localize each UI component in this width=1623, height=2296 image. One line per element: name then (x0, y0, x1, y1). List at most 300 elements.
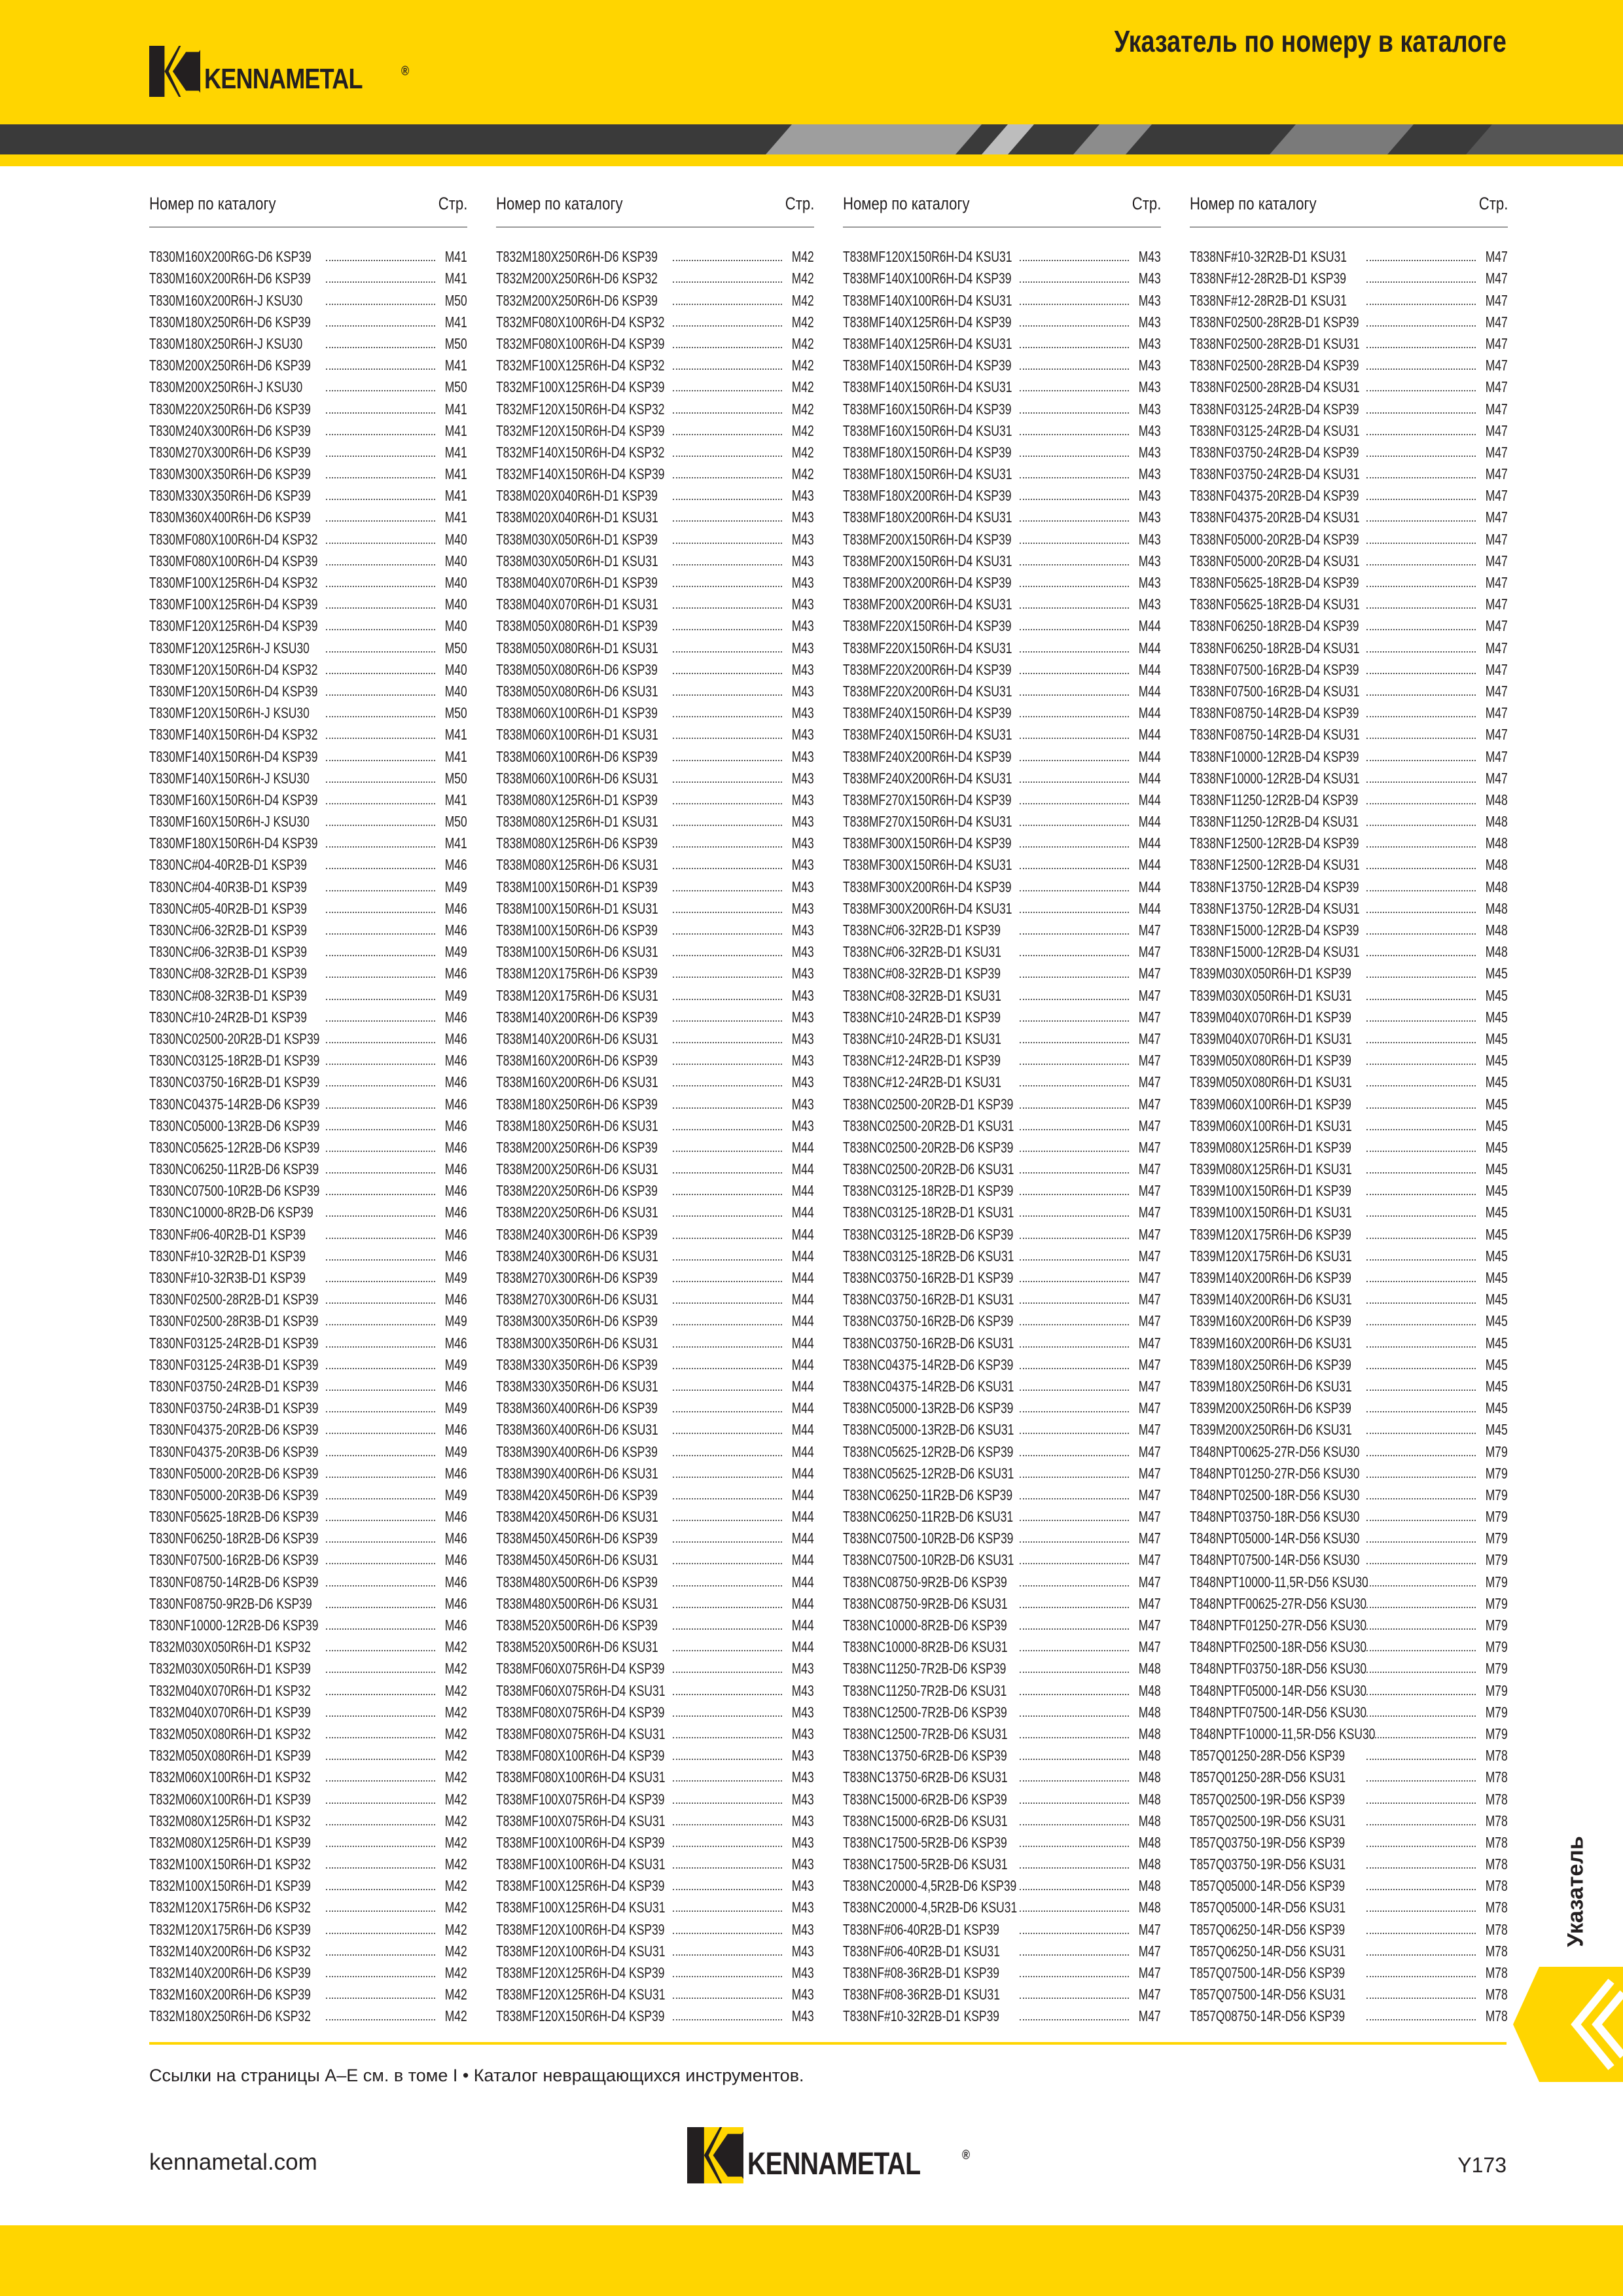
page-reference[interactable]: M47 (1138, 1247, 1161, 1265)
page-reference[interactable]: M78 (1485, 1964, 1508, 1981)
page-reference[interactable]: M43 (791, 487, 814, 505)
page-reference[interactable]: M42 (791, 422, 814, 439)
page-reference[interactable]: M47 (1138, 1421, 1161, 1439)
page-reference[interactable]: M49 (444, 1443, 467, 1460)
page-reference[interactable]: M50 (444, 291, 467, 309)
page-reference[interactable]: M44 (1138, 726, 1161, 744)
page-reference[interactable]: M43 (1138, 552, 1161, 569)
page-reference[interactable]: M45 (1485, 1225, 1508, 1243)
page-reference[interactable]: M44 (1138, 899, 1161, 917)
page-reference[interactable]: M79 (1485, 1594, 1508, 1612)
page-reference[interactable]: M43 (791, 704, 814, 722)
page-reference[interactable]: M47 (1485, 357, 1508, 374)
page-reference[interactable]: M44 (791, 1508, 814, 1526)
page-reference[interactable]: M47 (1485, 487, 1508, 505)
page-reference[interactable]: M43 (1138, 574, 1161, 591)
page-reference[interactable]: M48 (1138, 1747, 1161, 1765)
page-reference[interactable]: M44 (791, 1247, 814, 1265)
page-reference[interactable]: M43 (791, 1768, 814, 1786)
page-reference[interactable]: M48 (1485, 856, 1508, 874)
page-reference[interactable]: M46 (444, 1138, 467, 1156)
page-reference[interactable]: M44 (791, 1551, 814, 1569)
page-reference[interactable]: M47 (1485, 726, 1508, 744)
page-reference[interactable]: M47 (1485, 660, 1508, 678)
page-reference[interactable]: M46 (444, 1160, 467, 1178)
page-reference[interactable]: M44 (1138, 856, 1161, 874)
page-reference[interactable]: M40 (444, 552, 467, 569)
page-reference[interactable]: M48 (1485, 922, 1508, 939)
page-reference[interactable]: M48 (1138, 1790, 1161, 1808)
page-reference[interactable]: M50 (444, 378, 467, 396)
page-reference[interactable]: M47 (1485, 509, 1508, 526)
page-reference[interactable]: M42 (444, 2007, 467, 2025)
page-reference[interactable]: M47 (1138, 1942, 1161, 1960)
page-reference[interactable]: M42 (444, 1812, 467, 1829)
page-reference[interactable]: M46 (444, 1530, 467, 1547)
page-reference[interactable]: M49 (444, 1355, 467, 1373)
page-reference[interactable]: M78 (1485, 1856, 1508, 1873)
page-reference[interactable]: M44 (1138, 682, 1161, 700)
page-reference[interactable]: M42 (791, 270, 814, 287)
page-reference[interactable]: M79 (1485, 1443, 1508, 1460)
page-reference[interactable]: M46 (444, 1377, 467, 1395)
page-reference[interactable]: M48 (1485, 943, 1508, 961)
page-reference[interactable]: M43 (791, 1833, 814, 1851)
page-reference[interactable]: M42 (791, 334, 814, 352)
page-reference[interactable]: M48 (1485, 813, 1508, 831)
page-reference[interactable]: M41 (444, 313, 467, 331)
page-reference[interactable]: M42 (444, 1856, 467, 1873)
page-reference[interactable]: M44 (791, 1421, 814, 1439)
page-reference[interactable]: M44 (791, 1594, 814, 1612)
page-reference[interactable]: M48 (1138, 1833, 1161, 1851)
page-reference[interactable]: M47 (1485, 639, 1508, 656)
page-reference[interactable]: M46 (444, 1204, 467, 1221)
page-reference[interactable]: M43 (1138, 596, 1161, 613)
page-reference[interactable]: M42 (444, 1790, 467, 1808)
page-reference[interactable]: M49 (444, 1486, 467, 1503)
page-reference[interactable]: M44 (791, 1160, 814, 1178)
page-reference[interactable]: M46 (444, 965, 467, 982)
page-reference[interactable]: M47 (1138, 1464, 1161, 1482)
page-reference[interactable]: M43 (791, 682, 814, 700)
page-reference[interactable]: M47 (1138, 1530, 1161, 1547)
page-reference[interactable]: M42 (791, 291, 814, 309)
page-reference[interactable]: M47 (1138, 1986, 1161, 2003)
page-reference[interactable]: M42 (791, 357, 814, 374)
page-reference[interactable]: M47 (1138, 1334, 1161, 1352)
page-reference[interactable]: M47 (1138, 1138, 1161, 1156)
page-reference[interactable]: M43 (1138, 270, 1161, 287)
page-reference[interactable]: M41 (444, 726, 467, 744)
page-reference[interactable]: M46 (444, 1095, 467, 1113)
page-reference[interactable]: M78 (1485, 1833, 1508, 1851)
page-reference[interactable]: M79 (1485, 1486, 1508, 1503)
page-reference[interactable]: M47 (1485, 313, 1508, 331)
page-reference[interactable]: M46 (444, 1052, 467, 1069)
page-reference[interactable]: M42 (791, 465, 814, 483)
page-reference[interactable]: M43 (791, 1856, 814, 1873)
page-reference[interactable]: M47 (1485, 596, 1508, 613)
page-reference[interactable]: M42 (444, 1920, 467, 1938)
page-reference[interactable]: M42 (444, 1681, 467, 1699)
page-reference[interactable]: M43 (791, 1790, 814, 1808)
page-reference[interactable]: M43 (791, 965, 814, 982)
page-reference[interactable]: M47 (1485, 291, 1508, 309)
page-reference[interactable]: M44 (791, 1443, 814, 1460)
page-reference[interactable]: M45 (1485, 1355, 1508, 1373)
page-reference[interactable]: M45 (1485, 1204, 1508, 1221)
page-reference[interactable]: M46 (444, 1573, 467, 1590)
page-reference[interactable]: M47 (1138, 1920, 1161, 1938)
page-reference[interactable]: M45 (1485, 986, 1508, 1004)
page-reference[interactable]: M50 (444, 769, 467, 787)
page-reference[interactable]: M47 (1138, 1008, 1161, 1026)
page-reference[interactable]: M46 (444, 1008, 467, 1026)
page-reference[interactable]: M42 (444, 1899, 467, 1916)
page-reference[interactable]: M49 (444, 1399, 467, 1417)
page-reference[interactable]: M43 (791, 899, 814, 917)
page-reference[interactable]: M41 (444, 465, 467, 483)
page-reference[interactable]: M47 (1138, 922, 1161, 939)
page-reference[interactable]: M45 (1485, 965, 1508, 982)
page-reference[interactable]: M47 (1138, 986, 1161, 1004)
page-reference[interactable]: M45 (1485, 1399, 1508, 1417)
page-reference[interactable]: M47 (1138, 1182, 1161, 1200)
page-reference[interactable]: M78 (1485, 1768, 1508, 1786)
page-reference[interactable]: M44 (791, 1638, 814, 1656)
page-reference[interactable]: M47 (1485, 682, 1508, 700)
page-reference[interactable]: M43 (1138, 357, 1161, 374)
page-reference[interactable]: M45 (1485, 1138, 1508, 1156)
page-reference[interactable]: M48 (1138, 1877, 1161, 1895)
page-reference[interactable]: M47 (1138, 1312, 1161, 1330)
page-reference[interactable]: M48 (1138, 1681, 1161, 1699)
page-reference[interactable]: M43 (1138, 487, 1161, 505)
page-reference[interactable]: M44 (1138, 660, 1161, 678)
page-reference[interactable]: M42 (444, 1703, 467, 1721)
chevron-left-icon[interactable] (1513, 1967, 1623, 2082)
page-reference[interactable]: M48 (1138, 1856, 1161, 1873)
page-reference[interactable]: M46 (444, 856, 467, 874)
page-reference[interactable]: M47 (1485, 574, 1508, 591)
page-reference[interactable]: M42 (791, 400, 814, 418)
page-reference[interactable]: M40 (444, 617, 467, 635)
page-reference[interactable]: M47 (1138, 1594, 1161, 1612)
page-reference[interactable]: M42 (444, 1964, 467, 1981)
page-reference[interactable]: M49 (444, 878, 467, 895)
page-reference[interactable]: M49 (444, 943, 467, 961)
page-reference[interactable]: M41 (444, 248, 467, 266)
page-reference[interactable]: M42 (444, 1877, 467, 1895)
page-reference[interactable]: M45 (1485, 1160, 1508, 1178)
page-reference[interactable]: M43 (791, 552, 814, 569)
page-reference[interactable]: M42 (791, 443, 814, 461)
page-reference[interactable]: M47 (1138, 1964, 1161, 1981)
page-reference[interactable]: M43 (791, 1117, 814, 1134)
page-reference[interactable]: M46 (444, 899, 467, 917)
page-reference[interactable]: M41 (444, 487, 467, 505)
page-reference[interactable]: M47 (1485, 617, 1508, 635)
page-reference[interactable]: M48 (1138, 1725, 1161, 1742)
page-reference[interactable]: M43 (791, 1660, 814, 1677)
page-reference[interactable]: M41 (444, 791, 467, 808)
page-reference[interactable]: M45 (1485, 1247, 1508, 1265)
page-reference[interactable]: M43 (1138, 291, 1161, 309)
page-reference[interactable]: M40 (444, 530, 467, 548)
page-reference[interactable]: M43 (791, 1942, 814, 1960)
kennametal-logo-footer[interactable] (687, 2127, 971, 2183)
page-reference[interactable]: M43 (791, 639, 814, 656)
page-reference[interactable]: M47 (1485, 530, 1508, 548)
page-reference[interactable]: M44 (1138, 791, 1161, 808)
page-reference[interactable]: M46 (444, 1617, 467, 1634)
page-reference[interactable]: M78 (1485, 1942, 1508, 1960)
page-reference[interactable]: M79 (1485, 1660, 1508, 1677)
page-reference[interactable]: M78 (1485, 1986, 1508, 2003)
page-reference[interactable]: M47 (1138, 1617, 1161, 1634)
page-reference[interactable]: M42 (444, 1660, 467, 1677)
page-reference[interactable]: M44 (791, 1530, 814, 1547)
page-reference[interactable]: M43 (791, 617, 814, 635)
page-reference[interactable]: M43 (791, 834, 814, 852)
page-reference[interactable]: M43 (1138, 334, 1161, 352)
page-reference[interactable]: M44 (791, 1334, 814, 1352)
page-reference[interactable]: M41 (444, 357, 467, 374)
page-reference[interactable]: M46 (444, 1334, 467, 1352)
page-reference[interactable]: M47 (1485, 270, 1508, 287)
page-reference[interactable]: M46 (444, 1117, 467, 1134)
page-reference[interactable]: M47 (1138, 1573, 1161, 1590)
page-reference[interactable]: M43 (1138, 509, 1161, 526)
page-reference[interactable]: M44 (791, 1573, 814, 1590)
page-reference[interactable]: M47 (1485, 747, 1508, 765)
page-reference[interactable]: M41 (444, 422, 467, 439)
page-reference[interactable]: M45 (1485, 1377, 1508, 1395)
page-reference[interactable]: M47 (1138, 1551, 1161, 1569)
page-reference[interactable]: M43 (791, 986, 814, 1004)
page-reference[interactable]: M45 (1485, 1117, 1508, 1134)
page-reference[interactable]: M45 (1485, 1030, 1508, 1047)
page-reference[interactable]: M49 (444, 1312, 467, 1330)
page-reference[interactable]: M44 (791, 1269, 814, 1286)
page-reference[interactable]: M44 (791, 1377, 814, 1395)
page-reference[interactable]: M43 (1138, 465, 1161, 483)
page-reference[interactable]: M46 (444, 1182, 467, 1200)
page-reference[interactable]: M44 (791, 1464, 814, 1482)
page-reference[interactable]: M43 (791, 943, 814, 961)
page-reference[interactable]: M45 (1485, 1421, 1508, 1439)
page-reference[interactable]: M43 (791, 1812, 814, 1829)
page-reference[interactable]: M48 (1485, 899, 1508, 917)
page-reference[interactable]: M43 (1138, 248, 1161, 266)
page-reference[interactable]: M43 (1138, 530, 1161, 548)
page-reference[interactable]: M43 (1138, 422, 1161, 439)
page-reference[interactable]: M47 (1485, 334, 1508, 352)
page-reference[interactable]: M79 (1485, 1573, 1508, 1590)
page-reference[interactable]: M47 (1485, 465, 1508, 483)
page-reference[interactable]: M43 (791, 791, 814, 808)
page-reference[interactable]: M44 (1138, 769, 1161, 787)
page-reference[interactable]: M43 (791, 660, 814, 678)
page-reference[interactable]: M43 (1138, 378, 1161, 396)
page-reference[interactable]: M47 (1138, 2007, 1161, 2025)
page-reference[interactable]: M78 (1485, 1790, 1508, 1808)
page-reference[interactable]: M79 (1485, 1617, 1508, 1634)
page-reference[interactable]: M44 (791, 1312, 814, 1330)
page-reference[interactable]: M43 (791, 1095, 814, 1113)
page-reference[interactable]: M43 (1138, 443, 1161, 461)
page-reference[interactable]: M47 (1138, 943, 1161, 961)
page-reference[interactable]: M43 (791, 922, 814, 939)
page-reference[interactable]: M43 (1138, 313, 1161, 331)
page-reference[interactable]: M47 (1138, 1030, 1161, 1047)
page-reference[interactable]: M44 (1138, 878, 1161, 895)
page-reference[interactable]: M44 (791, 1617, 814, 1634)
page-reference[interactable]: M43 (791, 2007, 814, 2025)
page-reference[interactable]: M47 (1138, 1117, 1161, 1134)
kennametal-logo[interactable] (149, 46, 410, 97)
page-reference[interactable]: M43 (791, 769, 814, 787)
page-reference[interactable]: M44 (791, 1225, 814, 1243)
page-reference[interactable]: M43 (791, 1899, 814, 1916)
page-reference[interactable]: M47 (1485, 552, 1508, 569)
page-reference[interactable]: M50 (444, 704, 467, 722)
page-reference[interactable]: M47 (1138, 1443, 1161, 1460)
page-reference[interactable]: M46 (444, 1508, 467, 1526)
page-reference[interactable]: M41 (444, 400, 467, 418)
page-reference[interactable]: M78 (1485, 2007, 1508, 2025)
page-reference[interactable]: M47 (1138, 965, 1161, 982)
page-reference[interactable]: M43 (791, 1030, 814, 1047)
page-reference[interactable]: M45 (1485, 1269, 1508, 1286)
page-reference[interactable]: M46 (444, 1551, 467, 1569)
page-reference[interactable]: M47 (1138, 1508, 1161, 1526)
page-reference[interactable]: M79 (1485, 1638, 1508, 1656)
page-reference[interactable]: M47 (1138, 1204, 1161, 1221)
page-reference[interactable]: M50 (444, 813, 467, 831)
page-reference[interactable]: M45 (1485, 1052, 1508, 1069)
page-reference[interactable]: M48 (1485, 791, 1508, 808)
page-reference[interactable]: M47 (1485, 248, 1508, 266)
page-reference[interactable]: M79 (1485, 1530, 1508, 1547)
page-reference[interactable]: M44 (791, 1399, 814, 1417)
page-reference[interactable]: M44 (1138, 639, 1161, 656)
page-reference[interactable]: M41 (444, 747, 467, 765)
page-reference[interactable]: M43 (791, 1073, 814, 1091)
page-reference[interactable]: M78 (1485, 1747, 1508, 1765)
page-reference[interactable]: M44 (791, 1138, 814, 1156)
page-reference[interactable]: M79 (1485, 1703, 1508, 1721)
page-reference[interactable]: M79 (1485, 1551, 1508, 1569)
page-reference[interactable]: M42 (791, 378, 814, 396)
page-reference[interactable]: M46 (444, 1247, 467, 1265)
page-reference[interactable]: M43 (791, 1725, 814, 1742)
page-reference[interactable]: M44 (1138, 617, 1161, 635)
page-reference[interactable]: M48 (1138, 1899, 1161, 1916)
website-link[interactable]: kennametal.com (149, 2149, 317, 2175)
page-reference[interactable]: M43 (791, 530, 814, 548)
page-reference[interactable]: M47 (1138, 1225, 1161, 1243)
page-reference[interactable]: M78 (1485, 1899, 1508, 1916)
page-reference[interactable]: M47 (1138, 1269, 1161, 1286)
page-reference[interactable]: M44 (791, 1291, 814, 1308)
page-reference[interactable]: M47 (1138, 1638, 1161, 1656)
page-reference[interactable]: M44 (791, 1355, 814, 1373)
page-reference[interactable]: M41 (444, 270, 467, 287)
page-reference[interactable]: M43 (1138, 400, 1161, 418)
page-reference[interactable]: M43 (791, 1703, 814, 1721)
page-reference[interactable]: M44 (1138, 747, 1161, 765)
page-reference[interactable]: M44 (1138, 704, 1161, 722)
page-reference[interactable]: M48 (1138, 1768, 1161, 1786)
page-reference[interactable]: M47 (1485, 443, 1508, 461)
page-reference[interactable]: M44 (791, 1182, 814, 1200)
page-reference[interactable]: M43 (791, 574, 814, 591)
page-reference[interactable]: M47 (1485, 400, 1508, 418)
page-reference[interactable]: M43 (791, 1877, 814, 1895)
page-reference[interactable]: M44 (791, 1486, 814, 1503)
page-reference[interactable]: M40 (444, 682, 467, 700)
page-reference[interactable]: M42 (444, 1747, 467, 1765)
page-reference[interactable]: M41 (444, 834, 467, 852)
page-reference[interactable]: M46 (444, 1594, 467, 1612)
page-reference[interactable]: M43 (791, 813, 814, 831)
page-reference[interactable]: M46 (444, 1225, 467, 1243)
page-reference[interactable]: M78 (1485, 1920, 1508, 1938)
page-reference[interactable]: M42 (791, 248, 814, 266)
page-reference[interactable]: M43 (791, 596, 814, 613)
page-reference[interactable]: M79 (1485, 1681, 1508, 1699)
page-reference[interactable]: M46 (444, 1291, 467, 1308)
page-reference[interactable]: M42 (444, 1942, 467, 1960)
page-reference[interactable]: M45 (1485, 1008, 1508, 1026)
page-reference[interactable]: M47 (1485, 378, 1508, 396)
page-reference[interactable]: M79 (1485, 1725, 1508, 1742)
page-reference[interactable]: M40 (444, 596, 467, 613)
page-reference[interactable]: M47 (1138, 1377, 1161, 1395)
page-reference[interactable]: M45 (1485, 1073, 1508, 1091)
page-reference[interactable]: M42 (444, 1638, 467, 1656)
page-reference[interactable]: M47 (1138, 1486, 1161, 1503)
page-reference[interactable]: M47 (1138, 1399, 1161, 1417)
page-reference[interactable]: M79 (1485, 1464, 1508, 1482)
page-reference[interactable]: M48 (1138, 1703, 1161, 1721)
page-reference[interactable]: M43 (791, 1964, 814, 1981)
page-reference[interactable]: M41 (444, 443, 467, 461)
page-reference[interactable]: M47 (1138, 1355, 1161, 1373)
page-reference[interactable]: M46 (444, 1421, 467, 1439)
page-reference[interactable]: M47 (1138, 1291, 1161, 1308)
page-reference[interactable]: M45 (1485, 1291, 1508, 1308)
side-tab[interactable] (1556, 1833, 1596, 1950)
page-reference[interactable]: M41 (444, 509, 467, 526)
page-reference[interactable]: M47 (1138, 1095, 1161, 1113)
page-reference[interactable]: M49 (444, 986, 467, 1004)
page-reference[interactable]: M43 (791, 1052, 814, 1069)
page-reference[interactable]: M43 (791, 726, 814, 744)
page-reference[interactable]: M49 (444, 1269, 467, 1286)
page-reference[interactable]: M46 (444, 922, 467, 939)
page-reference[interactable]: M47 (1138, 1052, 1161, 1069)
page-reference[interactable]: M45 (1485, 1334, 1508, 1352)
page-reference[interactable]: M43 (791, 747, 814, 765)
page-reference[interactable]: M42 (444, 1725, 467, 1742)
page-reference[interactable]: M46 (444, 1030, 467, 1047)
page-reference[interactable]: M78 (1485, 1812, 1508, 1829)
page-reference[interactable]: M48 (1485, 834, 1508, 852)
page-reference[interactable]: M46 (444, 1073, 467, 1091)
